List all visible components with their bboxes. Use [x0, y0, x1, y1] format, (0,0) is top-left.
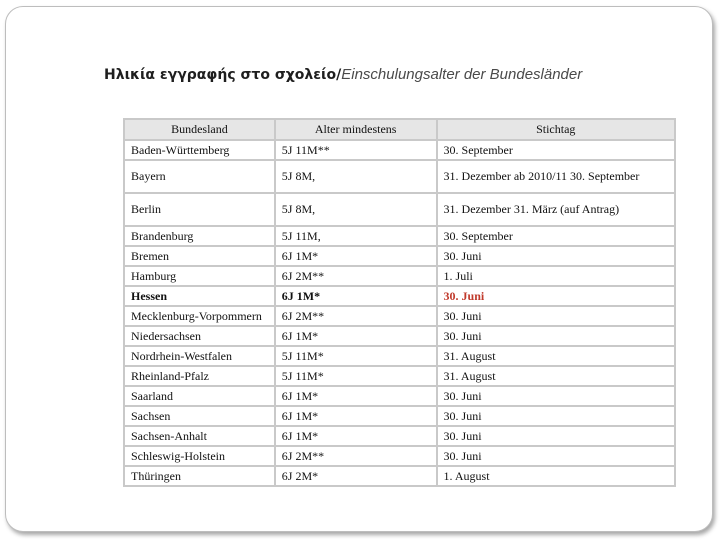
table-row [124, 426, 675, 446]
cell-alter: 6J 2M** [275, 306, 437, 326]
school-age-table [123, 118, 676, 487]
cell-bundesland: Mecklenburg-Vorpommern [124, 306, 275, 326]
cell-alter: 6J 2M** [275, 446, 437, 466]
header-bundesland: Bundesland [124, 119, 275, 140]
cell-bundesland: Saarland [124, 386, 275, 406]
cell-alter: 6J 1M* [275, 406, 437, 426]
cell-stichtag: 30. Juni [437, 386, 675, 406]
cell-alter: 6J 1M* [275, 386, 437, 406]
cell-stichtag: 30. Juni [437, 426, 675, 446]
cell-stichtag: 30. Juni [437, 446, 675, 466]
header-stichtag: Stichtag [437, 119, 675, 140]
cell-stichtag: 30. September [437, 140, 675, 160]
cell-bundesland: Niedersachsen [124, 326, 275, 346]
table-row [124, 346, 675, 366]
cell-bundesland: Bayern [124, 160, 275, 193]
cell-stichtag: 1. Juli [437, 266, 675, 286]
cell-bundesland: Schleswig-Holstein [124, 446, 275, 466]
cell-alter: 6J 2M** [275, 266, 437, 286]
slide-title [104, 66, 582, 83]
table-row [124, 406, 675, 426]
cell-stichtag: 30. Juni [437, 306, 675, 326]
cell-bundesland: Brandenburg [124, 226, 275, 246]
table-row [124, 386, 675, 406]
table-row [124, 140, 675, 160]
cell-alter: 6J 1M* [275, 246, 437, 266]
cell-bundesland: Sachsen [124, 406, 275, 426]
cell-alter: 5J 11M** [275, 140, 437, 160]
table-row [124, 446, 675, 466]
cell-stichtag: 31. August [437, 366, 675, 386]
cell-alter: 5J 8M, [275, 160, 437, 193]
cell-alter: 5J 11M, [275, 226, 437, 246]
table-row-highlighted [124, 286, 675, 306]
cell-stichtag: 31. Dezember ab 2010/11 30. September [437, 160, 675, 193]
table-row [124, 193, 675, 226]
cell-bundesland: Thüringen [124, 466, 275, 486]
cell-alter: 6J 1M* [275, 426, 437, 446]
cell-stichtag: 30. Juni [437, 286, 675, 306]
table-row [124, 226, 675, 246]
cell-stichtag: 30. Juni [437, 246, 675, 266]
cell-alter: 5J 8M, [275, 193, 437, 226]
table-row [124, 246, 675, 266]
table-row [124, 366, 675, 386]
cell-stichtag: 30. Juni [437, 406, 675, 426]
cell-alter: 6J 2M* [275, 466, 437, 486]
cell-stichtag: 30. September [437, 226, 675, 246]
cell-stichtag: 31. August [437, 346, 675, 366]
cell-bundesland: Hamburg [124, 266, 275, 286]
table-row [124, 466, 675, 486]
cell-alter: 5J 11M* [275, 346, 437, 366]
cell-stichtag: 1. August [437, 466, 675, 486]
cell-bundesland: Sachsen-Anhalt [124, 426, 275, 446]
cell-stichtag: 31. Dezember 31. März (auf Antrag) [437, 193, 675, 226]
header-row [124, 119, 675, 140]
table-row [124, 266, 675, 286]
table-row [124, 160, 675, 193]
table-row [124, 326, 675, 346]
cell-alter: 5J 11M* [275, 366, 437, 386]
table-row [124, 306, 675, 326]
header-alter: Alter mindestens [275, 119, 437, 140]
cell-bundesland: Hessen [124, 286, 275, 306]
cell-bundesland: Baden-Württemberg [124, 140, 275, 160]
title-greek: Ηλικία εγγραφής στο σχολείο/ [104, 67, 342, 83]
cell-bundesland: Bremen [124, 246, 275, 266]
cell-bundesland: Berlin [124, 193, 275, 226]
title-german: Einschulungsalter der Bundesländer [341, 66, 583, 83]
cell-bundesland: Rheinland-Pfalz [124, 366, 275, 386]
cell-alter: 6J 1M* [275, 326, 437, 346]
cell-bundesland: Nordrhein-Westfalen [124, 346, 275, 366]
cell-alter: 6J 1M* [275, 286, 437, 306]
cell-stichtag: 30. Juni [437, 326, 675, 346]
